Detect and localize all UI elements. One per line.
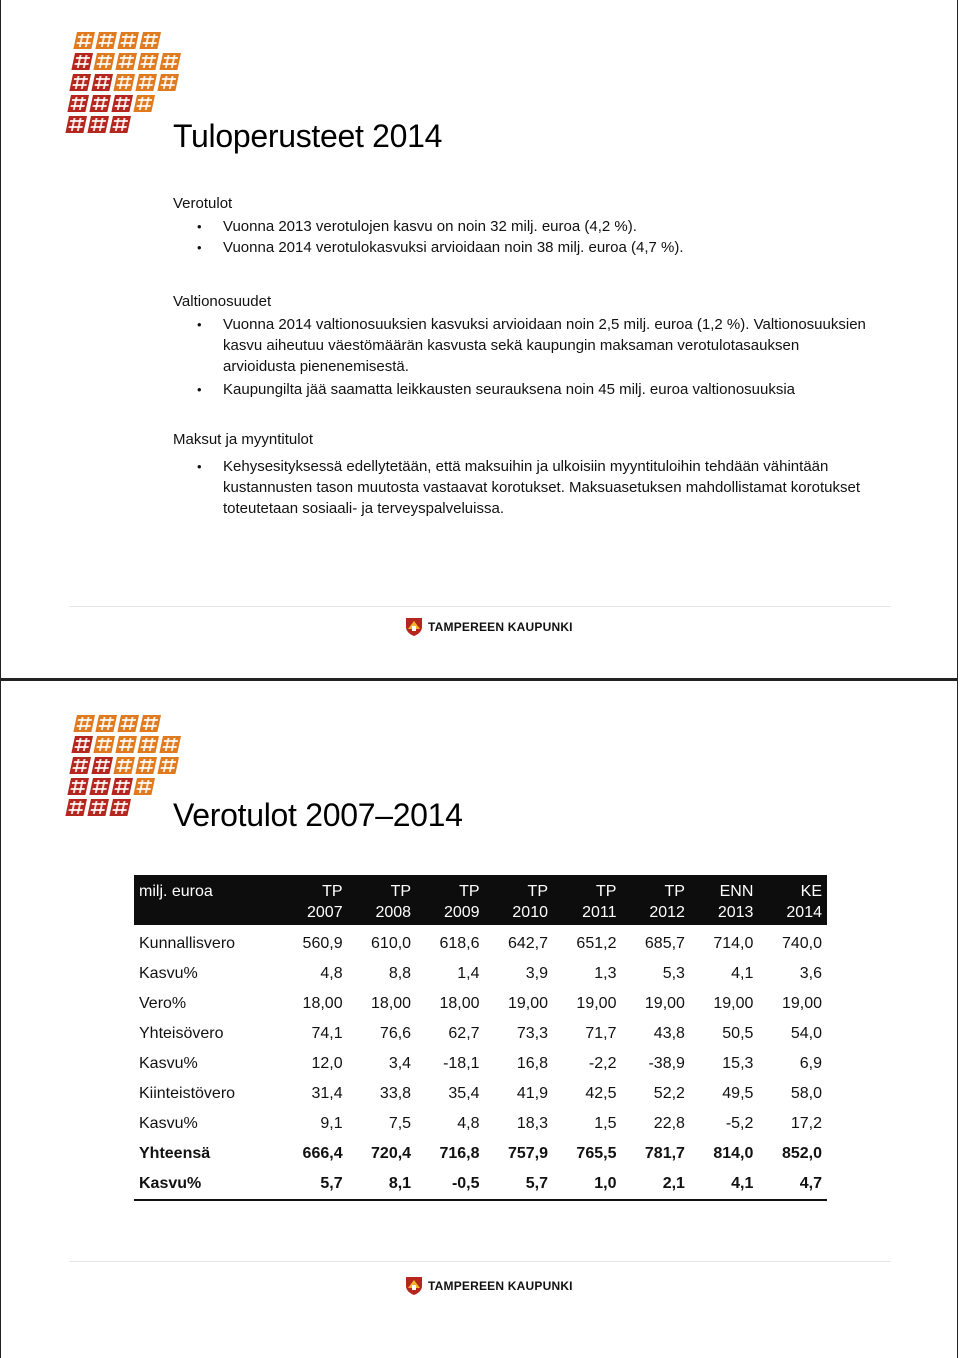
table-cell: 19,00 — [507, 995, 548, 1012]
bullet-list-verotulot — [173, 216, 873, 258]
table-cell: 740,0 — [781, 935, 822, 952]
brand-footer — [405, 617, 573, 637]
table-cell: 12,0 — [311, 1055, 343, 1072]
table-row — [134, 1079, 827, 1109]
table-cell: 33,8 — [379, 1085, 412, 1102]
table-corner-label: milj. euroa — [134, 875, 279, 925]
table-cell: 714,0 — [713, 935, 754, 952]
table-cell: 4,1 — [731, 965, 754, 982]
bullet-item: • Vuonna 2013 verotulojen kasvu on noin 32 milj. euroa (4,2 %). — [197, 218, 637, 235]
table-cell: 3,6 — [799, 965, 822, 982]
table-cell: 1,4 — [457, 965, 480, 982]
bullet-icon: • — [197, 317, 202, 332]
section-heading-valtionosuudet: Valtionosuudet — [173, 293, 272, 310]
table-header-row — [134, 875, 827, 925]
table-cell: 22,8 — [653, 1115, 685, 1132]
table-row — [134, 1169, 827, 1200]
table-cell: 765,5 — [576, 1145, 617, 1162]
table-cell: 1,5 — [594, 1115, 617, 1132]
tax-revenue-table — [134, 875, 827, 1201]
bullet-list-valtionosuudet — [173, 314, 873, 400]
slide-verotulot-table — [0, 679, 958, 1358]
column-header: TP 2010 — [485, 875, 553, 925]
table-cell: 642,7 — [507, 935, 548, 952]
footer-divider — [69, 1261, 891, 1262]
table-cell: 781,7 — [644, 1145, 685, 1162]
row-label: Vero% — [139, 995, 187, 1012]
table-row — [134, 1019, 827, 1049]
table-cell: 18,00 — [371, 995, 412, 1012]
table-cell: 685,7 — [644, 935, 685, 952]
table-cell: 73,3 — [516, 1025, 548, 1042]
table-cell: 1,0 — [553, 1169, 621, 1200]
column-header: TP 2008 — [348, 875, 416, 925]
table-cell: 7,5 — [388, 1115, 412, 1132]
row-label: Kiinteistövero — [139, 1085, 236, 1102]
table-cell: 651,2 — [576, 935, 617, 952]
footer-divider — [69, 606, 891, 607]
bullet-list-maksut — [173, 456, 873, 519]
column-header: TP 2007 — [279, 875, 347, 925]
bullet-icon: • — [197, 240, 202, 255]
table-cell: 18,00 — [302, 995, 343, 1012]
row-label: Kasvu% — [139, 965, 198, 982]
woven-squares-pattern-icon — [63, 711, 181, 823]
slide-title: Verotulot 2007–2014 — [173, 797, 463, 833]
bullet-icon: • — [197, 382, 202, 397]
table-row — [134, 959, 827, 989]
table-cell: 31,4 — [311, 1085, 343, 1102]
table-cell: 17,2 — [790, 1115, 822, 1132]
table-cell: 2,1 — [621, 1169, 689, 1200]
table-cell: 16,8 — [516, 1055, 548, 1072]
bullet-item: • Vuonna 2014 verotulokasvuksi arvioidaan noin 38 milj. euroa (4,7 %). — [197, 239, 684, 256]
table-row — [134, 1049, 827, 1079]
table-cell: 71,7 — [585, 1025, 617, 1042]
table-row — [134, 925, 827, 959]
slide-tuloperusteet — [0, 0, 958, 679]
table-cell: 4,1 — [690, 1169, 758, 1200]
table-row — [134, 1109, 827, 1139]
table-cell: 4,7 — [758, 1169, 827, 1200]
row-label: Kasvu% — [134, 1169, 279, 1200]
table-cell: 74,1 — [311, 1025, 343, 1042]
table-cell: 720,4 — [371, 1145, 412, 1162]
table-cell: 43,8 — [653, 1025, 685, 1042]
slide-body — [173, 193, 873, 519]
table-cell: 18,3 — [516, 1115, 548, 1132]
table-cell: -38,9 — [648, 1055, 685, 1072]
bullet-item: • Vuonna 2014 valtionosuuksien kasvuksi arvioidaan noin 2,5 milj. euroa (1,2 %). Valtionosuuksien kasvu aiheutuu väestömäärän kasvusta sekä kaupungin maksaman verotulotasauksen arvioidusta pienenemisestä. — [197, 316, 866, 375]
table-cell: 666,4 — [302, 1145, 343, 1162]
table-cell: 18,00 — [439, 995, 480, 1012]
table-cell: 76,6 — [379, 1025, 412, 1042]
table-cell: 50,5 — [722, 1025, 754, 1042]
city-coat-of-arms-icon — [405, 1276, 423, 1296]
bullet-icon: • — [197, 459, 202, 474]
table-cell: 1,3 — [594, 965, 617, 982]
table-body — [134, 925, 827, 1200]
table-cell: 852,0 — [781, 1145, 822, 1162]
brand-name: TAMPEREEN KAUPUNKI — [428, 1279, 573, 1293]
table-cell: 3,9 — [525, 965, 548, 982]
brand-name: TAMPEREEN KAUPUNKI — [428, 620, 573, 634]
table-cell: 19,00 — [781, 995, 822, 1012]
table-cell: 8,8 — [388, 965, 412, 982]
table-cell: 757,9 — [507, 1145, 548, 1162]
table-cell: 19,00 — [644, 995, 685, 1012]
table-cell: 19,00 — [576, 995, 617, 1012]
table-cell: 814,0 — [713, 1145, 754, 1162]
table-cell: -0,5 — [416, 1169, 484, 1200]
table-cell: 62,7 — [448, 1025, 480, 1042]
city-coat-of-arms-icon — [405, 617, 423, 637]
table-cell: 52,2 — [653, 1085, 685, 1102]
slide-title: Tuloperusteet 2014 — [173, 118, 443, 154]
table-cell: 49,5 — [722, 1085, 754, 1102]
section-heading-maksut: Maksut ja myyntitulot — [173, 431, 314, 448]
row-label: Kunnallisvero — [139, 935, 236, 952]
table-cell: 8,1 — [348, 1169, 416, 1200]
table-cell: 42,5 — [585, 1085, 617, 1102]
table-cell: -18,1 — [443, 1055, 480, 1072]
column-header: TP 2012 — [621, 875, 689, 925]
table-cell: 6,9 — [799, 1055, 822, 1072]
table-cell: 560,9 — [302, 935, 343, 952]
table-cell: -2,2 — [588, 1055, 617, 1072]
table-row — [134, 989, 827, 1019]
table-cell: 54,0 — [790, 1025, 822, 1042]
table-cell: 4,8 — [320, 965, 343, 982]
brand-footer — [405, 1276, 573, 1296]
table-cell: -5,2 — [725, 1115, 754, 1132]
table-cell: 5,7 — [485, 1169, 553, 1200]
row-label: Yhteensä — [139, 1145, 211, 1162]
table-cell: 35,4 — [448, 1085, 480, 1102]
row-label: Kasvu% — [139, 1115, 198, 1132]
table-cell: 19,00 — [713, 995, 754, 1012]
table-cell: 58,0 — [790, 1085, 822, 1102]
column-header: KE 2014 — [758, 875, 827, 925]
table-cell: 4,8 — [457, 1115, 480, 1132]
table-cell: 15,3 — [722, 1055, 754, 1072]
bullet-item: • Kaupungilta jää saamatta leikkausten seurauksena noin 45 milj. euroa valtionosuuksia — [197, 381, 796, 398]
table-row — [134, 1139, 827, 1169]
column-header: TP 2011 — [553, 875, 621, 925]
section-heading-verotulot: Verotulot — [173, 195, 233, 212]
table-cell: 9,1 — [320, 1115, 343, 1132]
row-label: Kasvu% — [139, 1055, 198, 1072]
table-cell: 716,8 — [439, 1145, 480, 1162]
table-cell: 610,0 — [371, 935, 412, 952]
bullet-icon: • — [197, 219, 202, 234]
table-cell: 618,6 — [439, 935, 480, 952]
table-cell: 3,4 — [388, 1055, 412, 1072]
column-header: ENN 2013 — [690, 875, 758, 925]
column-header: TP 2009 — [416, 875, 484, 925]
table-cell: 5,3 — [662, 965, 685, 982]
woven-squares-pattern-icon — [63, 28, 181, 140]
bullet-item: • Kehysesityksessä edellytetään, että maksuihin ja ulkoisiin myyntituloihin tehdään vähintään kustannusten tason muutosta vastaavat korotukset. Maksuasetuksen mahdollistamat korotukset toteutetaan sosiaali- ja terveyspalveluissa. — [197, 458, 861, 517]
row-label: Yhteisövero — [139, 1025, 224, 1042]
table-cell: 5,7 — [279, 1169, 347, 1200]
table-cell: 41,9 — [516, 1085, 548, 1102]
